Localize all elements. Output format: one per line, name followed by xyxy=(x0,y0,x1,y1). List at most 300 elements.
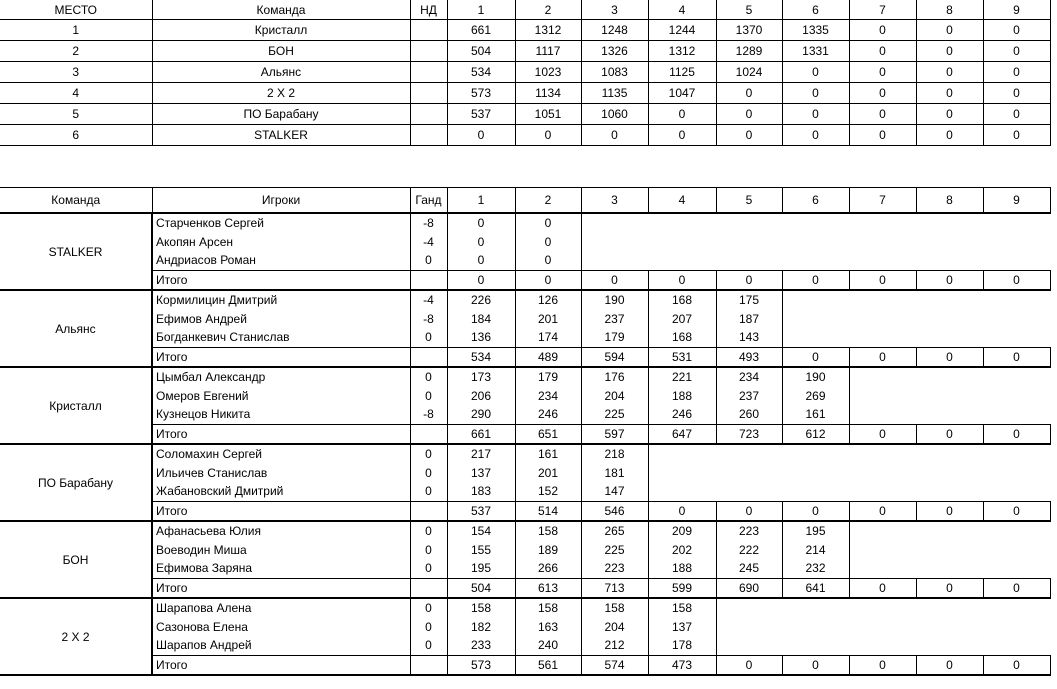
place-cell: 3 xyxy=(0,62,152,83)
score-cell: 0 xyxy=(581,125,648,146)
player-score-cell: 179 xyxy=(515,367,581,387)
player-score-cell xyxy=(716,233,782,252)
player-score-cell: 246 xyxy=(648,405,716,424)
player-score-cell xyxy=(782,464,849,483)
header-round: 7 xyxy=(849,188,916,214)
player-score-cell: 246 xyxy=(515,405,581,424)
player-score-cell xyxy=(983,233,1050,252)
player-score-cell: 0 xyxy=(515,233,581,252)
total-label-cell: Итого xyxy=(152,347,410,367)
total-score-cell: 0 xyxy=(782,270,849,290)
player-score-cell xyxy=(581,251,648,270)
player-row xyxy=(0,310,1050,329)
player-score-cell xyxy=(983,521,1050,541)
total-score-cell: 647 xyxy=(648,424,716,444)
player-score-cell: 158 xyxy=(581,598,648,618)
player-score-cell xyxy=(716,618,782,637)
total-score-cell: 0 xyxy=(782,347,849,367)
player-score-cell: 195 xyxy=(782,521,849,541)
player-score-cell xyxy=(916,482,983,501)
total-score-cell: 0 xyxy=(648,270,716,290)
player-score-cell: 232 xyxy=(782,559,849,578)
player-score-cell xyxy=(782,290,849,310)
details-header-row xyxy=(0,188,1050,214)
total-score-cell: 0 xyxy=(916,501,983,521)
player-score-cell: 188 xyxy=(648,387,716,406)
player-score-cell xyxy=(849,251,916,270)
player-score-cell xyxy=(983,598,1050,618)
player-score-cell xyxy=(716,251,782,270)
score-cell: 1335 xyxy=(782,20,849,41)
player-name-cell: Старченков Сергей xyxy=(152,213,410,233)
header-round: 1 xyxy=(447,188,515,214)
total-score-cell: 0 xyxy=(983,347,1050,367)
score-cell: 573 xyxy=(447,83,515,104)
player-row xyxy=(0,464,1050,483)
player-score-cell xyxy=(916,251,983,270)
player-score-cell: 183 xyxy=(447,482,515,501)
player-score-cell: 240 xyxy=(515,636,581,655)
player-name-cell: Жабановский Дмитрий xyxy=(152,482,410,501)
header-place: МЕСТО xyxy=(0,0,152,20)
player-score-cell: 225 xyxy=(581,405,648,424)
total-score-cell: 0 xyxy=(716,501,782,521)
total-score-cell: 504 xyxy=(447,578,515,598)
team-name-cell: 2 Х 2 xyxy=(0,598,152,675)
player-name-cell: Цымбал Александр xyxy=(152,367,410,387)
place-cell: 1 xyxy=(0,20,152,41)
player-score-cell xyxy=(916,387,983,406)
total-handicap-cell xyxy=(410,655,447,675)
total-score-cell: 0 xyxy=(849,501,916,521)
handicap-cell: -4 xyxy=(410,290,447,310)
header-round: 3 xyxy=(581,188,648,214)
team-details-table xyxy=(0,187,1051,676)
player-score-cell: 237 xyxy=(716,387,782,406)
nd-cell xyxy=(410,125,447,146)
player-score-cell xyxy=(983,251,1050,270)
total-score-cell: 0 xyxy=(983,424,1050,444)
player-name-cell: Ильичев Станислав xyxy=(152,464,410,483)
player-score-cell xyxy=(849,559,916,578)
standings-row xyxy=(0,83,1050,104)
standings-table xyxy=(0,0,1051,146)
player-score-cell xyxy=(916,541,983,560)
score-cell: 0 xyxy=(916,104,983,125)
total-handicap-cell xyxy=(410,578,447,598)
score-cell: 0 xyxy=(648,104,716,125)
header-round: 9 xyxy=(983,0,1050,20)
player-score-cell xyxy=(849,521,916,541)
player-score-cell xyxy=(849,444,916,464)
player-score-cell xyxy=(983,367,1050,387)
standings-row xyxy=(0,104,1050,125)
score-cell: 504 xyxy=(447,41,515,62)
handicap-cell: 0 xyxy=(410,367,447,387)
player-score-cell: 181 xyxy=(581,464,648,483)
header-round: 4 xyxy=(648,0,716,20)
player-name-cell: Ефимова Заряна xyxy=(152,559,410,578)
player-name-cell: Кузнецов Никита xyxy=(152,405,410,424)
total-score-cell: 0 xyxy=(916,578,983,598)
player-score-cell xyxy=(782,444,849,464)
score-cell: 0 xyxy=(983,41,1050,62)
player-score-cell: 218 xyxy=(581,444,648,464)
handicap-cell: 0 xyxy=(410,328,447,347)
player-score-cell: 184 xyxy=(447,310,515,329)
player-score-cell: 158 xyxy=(447,598,515,618)
player-score-cell xyxy=(648,213,716,233)
player-score-cell xyxy=(782,636,849,655)
score-cell: 1248 xyxy=(581,20,648,41)
score-cell: 1244 xyxy=(648,20,716,41)
header-round: 9 xyxy=(983,188,1050,214)
player-score-cell: 190 xyxy=(782,367,849,387)
player-score-cell xyxy=(983,213,1050,233)
player-score-cell: 202 xyxy=(648,541,716,560)
team-cell: БОН xyxy=(152,41,410,62)
player-score-cell: 161 xyxy=(782,405,849,424)
player-score-cell xyxy=(782,251,849,270)
player-row xyxy=(0,521,1050,541)
player-name-cell: Кормилицин Дмитрий xyxy=(152,290,410,310)
total-score-cell: 641 xyxy=(782,578,849,598)
handicap-cell: 0 xyxy=(410,251,447,270)
player-score-cell: 175 xyxy=(716,290,782,310)
player-score-cell xyxy=(983,541,1050,560)
total-score-cell: 612 xyxy=(782,424,849,444)
player-score-cell xyxy=(648,464,716,483)
header-round: 8 xyxy=(916,0,983,20)
player-row xyxy=(0,541,1050,560)
score-cell: 0 xyxy=(849,83,916,104)
player-score-cell: 158 xyxy=(515,521,581,541)
total-score-cell: 489 xyxy=(515,347,581,367)
score-cell: 1312 xyxy=(515,20,581,41)
player-score-cell xyxy=(849,482,916,501)
player-score-cell xyxy=(716,444,782,464)
score-cell: 0 xyxy=(716,83,782,104)
player-score-cell xyxy=(849,387,916,406)
player-score-cell xyxy=(983,636,1050,655)
handicap-cell: 0 xyxy=(410,559,447,578)
player-score-cell: 206 xyxy=(447,387,515,406)
player-score-cell: 161 xyxy=(515,444,581,464)
player-score-cell xyxy=(648,444,716,464)
player-score-cell: 136 xyxy=(447,328,515,347)
player-score-cell xyxy=(782,233,849,252)
player-score-cell: 163 xyxy=(515,618,581,637)
total-label-cell: Итого xyxy=(152,501,410,521)
total-score-cell: 574 xyxy=(581,655,648,675)
team-name-cell: STALKER xyxy=(0,213,152,290)
player-score-cell xyxy=(916,444,983,464)
player-score-cell: 226 xyxy=(447,290,515,310)
score-cell: 0 xyxy=(916,83,983,104)
player-name-cell: Соломахин Сергей xyxy=(152,444,410,464)
player-score-cell: 234 xyxy=(515,387,581,406)
team-total-row xyxy=(0,501,1050,521)
player-score-cell xyxy=(716,464,782,483)
player-score-cell xyxy=(849,598,916,618)
player-score-cell xyxy=(916,636,983,655)
player-name-cell: Афанасьева Юлия xyxy=(152,521,410,541)
team-name-cell: ПО Барабану xyxy=(0,444,152,521)
total-score-cell: 0 xyxy=(581,270,648,290)
total-score-cell: 690 xyxy=(716,578,782,598)
nd-cell xyxy=(410,20,447,41)
player-score-cell xyxy=(716,636,782,655)
player-score-cell: 269 xyxy=(782,387,849,406)
total-score-cell: 0 xyxy=(849,347,916,367)
player-score-cell: 152 xyxy=(515,482,581,501)
handicap-cell: 0 xyxy=(410,464,447,483)
player-score-cell xyxy=(716,213,782,233)
score-cell: 0 xyxy=(849,20,916,41)
team-cell: STALKER xyxy=(152,125,410,146)
player-score-cell xyxy=(716,482,782,501)
player-row xyxy=(0,290,1050,310)
player-name-cell: Акопян Арсен xyxy=(152,233,410,252)
player-row xyxy=(0,387,1050,406)
header-handicap: Ганд xyxy=(410,188,447,214)
player-score-cell: 209 xyxy=(648,521,716,541)
player-score-cell xyxy=(581,213,648,233)
player-score-cell xyxy=(849,367,916,387)
player-name-cell: Шарапова Алена xyxy=(152,598,410,618)
score-cell: 0 xyxy=(849,125,916,146)
player-score-cell xyxy=(849,213,916,233)
total-score-cell: 0 xyxy=(515,270,581,290)
player-score-cell xyxy=(983,559,1050,578)
player-score-cell xyxy=(849,310,916,329)
total-score-cell: 561 xyxy=(515,655,581,675)
score-cell: 0 xyxy=(716,125,782,146)
standings-row xyxy=(0,41,1050,62)
standings-header-row xyxy=(0,0,1050,20)
player-score-cell: 143 xyxy=(716,328,782,347)
total-score-cell: 0 xyxy=(983,501,1050,521)
nd-cell xyxy=(410,104,447,125)
total-score-cell: 0 xyxy=(849,270,916,290)
total-handicap-cell xyxy=(410,347,447,367)
player-score-cell xyxy=(983,482,1050,501)
total-score-cell: 0 xyxy=(716,270,782,290)
header-round: 6 xyxy=(782,0,849,20)
total-score-cell: 0 xyxy=(983,578,1050,598)
handicap-cell: 0 xyxy=(410,387,447,406)
team-name-cell: Альянс xyxy=(0,290,152,367)
score-cell: 1331 xyxy=(782,41,849,62)
player-score-cell: 201 xyxy=(515,310,581,329)
handicap-cell: 0 xyxy=(410,618,447,637)
header-round: 4 xyxy=(648,188,716,214)
player-score-cell xyxy=(916,213,983,233)
total-score-cell: 573 xyxy=(447,655,515,675)
header-team: Команда xyxy=(152,0,410,20)
total-score-cell: 0 xyxy=(849,424,916,444)
score-cell: 0 xyxy=(648,125,716,146)
player-score-cell: 189 xyxy=(515,541,581,560)
player-score-cell: 225 xyxy=(581,541,648,560)
player-score-cell xyxy=(916,233,983,252)
handicap-cell: -8 xyxy=(410,405,447,424)
player-name-cell: Ефимов Андрей xyxy=(152,310,410,329)
score-cell: 0 xyxy=(983,62,1050,83)
handicap-cell: 0 xyxy=(410,541,447,560)
score-cell: 1125 xyxy=(648,62,716,83)
player-score-cell: 223 xyxy=(581,559,648,578)
player-score-cell xyxy=(916,367,983,387)
player-score-cell xyxy=(983,310,1050,329)
player-score-cell: 187 xyxy=(716,310,782,329)
header-team: Команда xyxy=(0,188,152,214)
score-cell: 0 xyxy=(983,20,1050,41)
player-row xyxy=(0,367,1050,387)
handicap-cell: 0 xyxy=(410,521,447,541)
place-cell: 5 xyxy=(0,104,152,125)
team-total-row xyxy=(0,347,1050,367)
score-cell: 0 xyxy=(849,41,916,62)
handicap-cell: 0 xyxy=(410,444,447,464)
handicap-cell: -8 xyxy=(410,213,447,233)
score-cell: 0 xyxy=(916,20,983,41)
team-cell: 2 Х 2 xyxy=(152,83,410,104)
player-score-cell xyxy=(983,328,1050,347)
player-score-cell xyxy=(716,598,782,618)
player-name-cell: Шарапов Андрей xyxy=(152,636,410,655)
header-round: 2 xyxy=(515,0,581,20)
player-score-cell xyxy=(782,598,849,618)
player-score-cell: 290 xyxy=(447,405,515,424)
handicap-cell: -4 xyxy=(410,233,447,252)
score-cell: 0 xyxy=(782,104,849,125)
player-score-cell: 266 xyxy=(515,559,581,578)
header-players: Игроки xyxy=(152,188,410,214)
standings-row xyxy=(0,125,1050,146)
place-cell: 4 xyxy=(0,83,152,104)
score-cell: 0 xyxy=(515,125,581,146)
total-score-cell: 0 xyxy=(916,655,983,675)
player-score-cell: 174 xyxy=(515,328,581,347)
player-score-cell xyxy=(648,482,716,501)
player-score-cell: 212 xyxy=(581,636,648,655)
nd-cell xyxy=(410,41,447,62)
player-score-cell: 237 xyxy=(581,310,648,329)
player-score-cell xyxy=(849,233,916,252)
player-score-cell xyxy=(849,328,916,347)
player-score-cell: 0 xyxy=(515,213,581,233)
player-name-cell: Омеров Евгений xyxy=(152,387,410,406)
team-name-cell: Кристалл xyxy=(0,367,152,444)
player-name-cell: Сазонова Елена xyxy=(152,618,410,637)
player-score-cell: 214 xyxy=(782,541,849,560)
score-cell: 1117 xyxy=(515,41,581,62)
player-row xyxy=(0,636,1050,655)
player-score-cell: 233 xyxy=(447,636,515,655)
player-row xyxy=(0,233,1050,252)
player-score-cell: 0 xyxy=(447,251,515,270)
player-score-cell: 217 xyxy=(447,444,515,464)
header-nd: НД xyxy=(410,0,447,20)
place-cell: 6 xyxy=(0,125,152,146)
score-cell: 1312 xyxy=(648,41,716,62)
player-score-cell xyxy=(648,251,716,270)
header-round: 3 xyxy=(581,0,648,20)
player-score-cell xyxy=(849,541,916,560)
total-score-cell: 723 xyxy=(716,424,782,444)
player-score-cell xyxy=(916,559,983,578)
standings-row xyxy=(0,62,1050,83)
total-label-cell: Итого xyxy=(152,655,410,675)
player-row xyxy=(0,559,1050,578)
player-score-cell: 126 xyxy=(515,290,581,310)
player-score-cell: 178 xyxy=(648,636,716,655)
header-round: 7 xyxy=(849,0,916,20)
player-score-cell xyxy=(983,444,1050,464)
total-score-cell: 0 xyxy=(782,655,849,675)
player-score-cell: 155 xyxy=(447,541,515,560)
player-score-cell: 260 xyxy=(716,405,782,424)
player-score-cell xyxy=(782,618,849,637)
team-cell: Кристалл xyxy=(152,20,410,41)
total-score-cell: 473 xyxy=(648,655,716,675)
score-cell: 0 xyxy=(983,125,1050,146)
player-score-cell xyxy=(916,598,983,618)
score-cell: 0 xyxy=(716,104,782,125)
nd-cell xyxy=(410,62,447,83)
score-cell: 1083 xyxy=(581,62,648,83)
team-total-row xyxy=(0,578,1050,598)
handicap-cell: 0 xyxy=(410,636,447,655)
player-score-cell xyxy=(849,618,916,637)
score-cell: 1370 xyxy=(716,20,782,41)
player-row xyxy=(0,618,1050,637)
team-cell: Альянс xyxy=(152,62,410,83)
total-score-cell: 0 xyxy=(447,270,515,290)
score-cell: 661 xyxy=(447,20,515,41)
nd-cell xyxy=(410,83,447,104)
player-score-cell xyxy=(849,405,916,424)
total-score-cell: 597 xyxy=(581,424,648,444)
player-score-cell: 168 xyxy=(648,290,716,310)
total-score-cell: 493 xyxy=(716,347,782,367)
total-score-cell: 0 xyxy=(916,347,983,367)
score-cell: 1060 xyxy=(581,104,648,125)
total-score-cell: 0 xyxy=(716,655,782,675)
player-score-cell xyxy=(916,310,983,329)
player-score-cell: 0 xyxy=(447,233,515,252)
player-score-cell: 158 xyxy=(515,598,581,618)
score-cell: 1135 xyxy=(581,83,648,104)
score-cell: 0 xyxy=(916,41,983,62)
player-score-cell xyxy=(916,521,983,541)
total-handicap-cell xyxy=(410,424,447,444)
score-cell: 0 xyxy=(782,125,849,146)
total-score-cell: 531 xyxy=(648,347,716,367)
total-score-cell: 0 xyxy=(849,578,916,598)
player-score-cell xyxy=(916,464,983,483)
player-score-cell: 223 xyxy=(716,521,782,541)
player-row xyxy=(0,405,1050,424)
player-score-cell: 222 xyxy=(716,541,782,560)
handicap-cell: 0 xyxy=(410,482,447,501)
total-handicap-cell xyxy=(410,270,447,290)
team-name-cell: БОН xyxy=(0,521,152,598)
player-score-cell: 195 xyxy=(447,559,515,578)
total-score-cell: 713 xyxy=(581,578,648,598)
player-score-cell: 137 xyxy=(648,618,716,637)
